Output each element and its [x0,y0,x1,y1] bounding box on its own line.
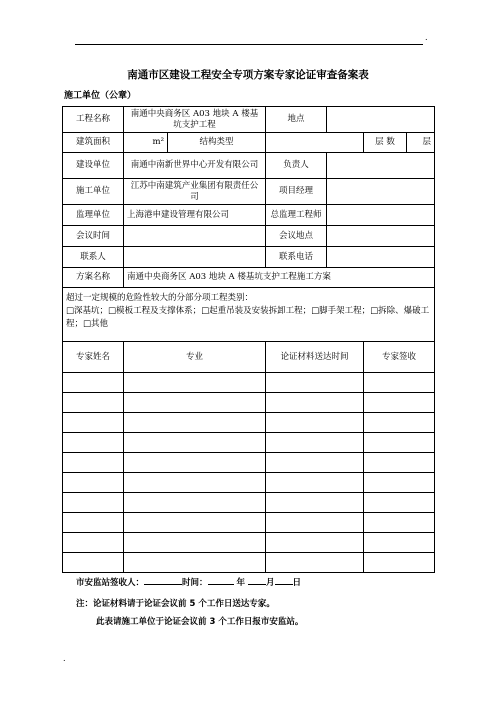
material-delivery-cell[interactable] [266,533,364,553]
material-delivery-cell[interactable] [266,513,364,533]
hazard-category-options[interactable]: □深基坑；□模板工程及支撑体系；□起重吊装及安装拆卸工程；□脚手架工程；□拆除、爆破工程；□其他 [66,306,430,329]
receiver-label: 市安监站签收人： [76,578,145,588]
expert-signature-cell[interactable] [364,493,435,513]
day-label: 日 [292,578,302,588]
supervisor-label: 监理单位 [63,205,124,226]
expert-specialty-cell[interactable] [124,533,266,553]
expert-row [63,393,435,413]
expert-row [63,533,435,553]
material-delivery-header: 论证材料送达时间 [266,342,364,373]
expert-row [63,373,435,393]
plan-name-value[interactable]: 南通中央商务区 A03 地块 A 楼基坑支护工程施工方案 [124,268,435,288]
area-value[interactable]: m² [124,133,168,153]
header-mark: . [425,33,428,42]
builder-person-label: 负责人 [266,153,327,179]
year-blank[interactable] [208,575,234,585]
meeting-place-label: 会议地点 [266,226,327,247]
material-delivery-cell[interactable] [266,373,364,393]
registration-form-table [62,106,435,573]
construction-unit-label: 施工单位（公章） [64,91,137,101]
expert-signature-cell[interactable] [364,533,435,553]
material-delivery-cell[interactable] [266,473,364,493]
header-rule [75,44,423,45]
builder-label: 建设单位 [63,153,124,179]
expert-specialty-cell[interactable] [124,453,266,473]
manager-value[interactable] [327,179,435,205]
expert-name-cell[interactable] [63,453,124,473]
note-line-1: 注：论证材料请于论证会议前 5 个工作日送达专家。 [76,599,275,609]
row-contractor [63,179,435,205]
row-categories [63,288,435,342]
expert-row [63,493,435,513]
material-delivery-cell[interactable] [266,433,364,453]
floors-label: 层 数 [364,133,407,153]
expert-name-cell[interactable] [63,393,124,413]
expert-specialty-cell[interactable] [124,513,266,533]
hazard-category-cell[interactable] [63,288,435,342]
expert-specialty-header: 专业 [124,342,266,373]
expert-name-cell[interactable] [63,513,124,533]
footer-mark: . [63,654,66,663]
expert-header-row [63,342,435,373]
day-blank[interactable] [275,575,293,585]
expert-name-cell[interactable] [63,413,124,433]
project-name-value[interactable]: 南通中央商务区 A03 地块 A 楼基坑支护工程 [124,107,266,133]
supervisor-value[interactable]: 上海港申建设管理有限公司 [124,205,266,226]
material-delivery-cell[interactable] [266,393,364,413]
project-name-label: 工程名称 [63,107,124,133]
expert-name-header: 专家姓名 [63,342,124,373]
expert-specialty-cell[interactable] [124,373,266,393]
expert-specialty-cell[interactable] [124,493,266,513]
meeting-place-value[interactable] [327,226,435,247]
expert-row [63,453,435,473]
expert-name-cell[interactable] [63,433,124,453]
expert-name-cell[interactable] [63,473,124,493]
expert-signature-cell[interactable] [364,373,435,393]
expert-row [63,413,435,433]
month-blank[interactable] [248,575,266,585]
expert-row [63,473,435,493]
row-contact [63,247,435,268]
time-label: 时间： [182,578,208,588]
contractor-value[interactable]: 江苏中南建筑产业集团有限责任公司 [124,179,266,205]
area-label: 建筑面积 [63,133,124,153]
material-delivery-cell[interactable] [266,553,364,573]
location-label: 地点 [266,107,327,133]
expert-specialty-cell[interactable] [124,413,266,433]
expert-signature-cell[interactable] [364,513,435,533]
year-label: 年 [236,578,246,588]
expert-name-cell[interactable] [63,493,124,513]
floors-value[interactable]: 层 [407,133,435,153]
structure-label: 结构类型 [168,133,266,153]
page-title: 南通市区建设工程安全专项方案专家论证审查备案表 [127,69,369,81]
material-delivery-cell[interactable] [266,493,364,513]
expert-row [63,513,435,533]
row-supervisor [63,205,435,226]
chief-supervisor-value[interactable] [327,205,435,226]
builder-person-value[interactable] [327,153,435,179]
contact-value[interactable] [124,247,266,268]
location-value[interactable] [327,107,435,133]
expert-row [63,433,435,453]
receiver-line [76,575,301,588]
row-area [63,133,435,153]
meeting-time-value[interactable] [124,226,266,247]
expert-specialty-cell[interactable] [124,473,266,493]
row-plan [63,268,435,288]
expert-signature-cell[interactable] [364,473,435,493]
structure-value[interactable] [266,133,364,153]
row-project [63,107,435,133]
expert-name-cell[interactable] [63,533,124,553]
chief-supervisor-label: 总监理工程师 [266,205,327,226]
row-meeting [63,226,435,247]
expert-name-cell[interactable] [63,553,124,573]
expert-signature-cell[interactable] [364,413,435,433]
expert-specialty-cell[interactable] [124,393,266,413]
row-builder [63,153,435,179]
material-delivery-cell[interactable] [266,453,364,473]
expert-signature-cell[interactable] [364,393,435,413]
contact-phone-value[interactable] [327,247,435,268]
contact-label: 联系人 [63,247,124,268]
expert-name-cell[interactable] [63,373,124,393]
note-line-2: 此表请施工单位于论证会议前 3 个工作日报市安监站。 [96,617,304,627]
material-delivery-cell[interactable] [266,413,364,433]
plan-name-label: 方案名称 [63,268,124,288]
expert-specialty-cell[interactable] [124,553,266,573]
expert-signature-cell[interactable] [364,553,435,573]
month-label: 月 [265,578,275,588]
manager-label: 项目经理 [266,179,327,205]
expert-row [63,553,435,573]
builder-value[interactable]: 南通中南新世界中心开发有限公司 [124,153,266,179]
expert-signature-cell[interactable] [364,453,435,473]
receiver-blank[interactable] [144,575,182,585]
expert-rows [63,373,435,573]
meeting-time-label: 会议时间 [63,226,124,247]
expert-signature-cell[interactable] [364,433,435,453]
hazard-category-title: 超过一定规模的危险性较大的分部分项工程类别： [66,293,254,303]
expert-specialty-cell[interactable] [124,433,266,453]
contractor-label: 施工单位 [63,179,124,205]
expert-signature-header: 专家签收 [364,342,435,373]
contact-phone-label: 联系电话 [266,247,327,268]
